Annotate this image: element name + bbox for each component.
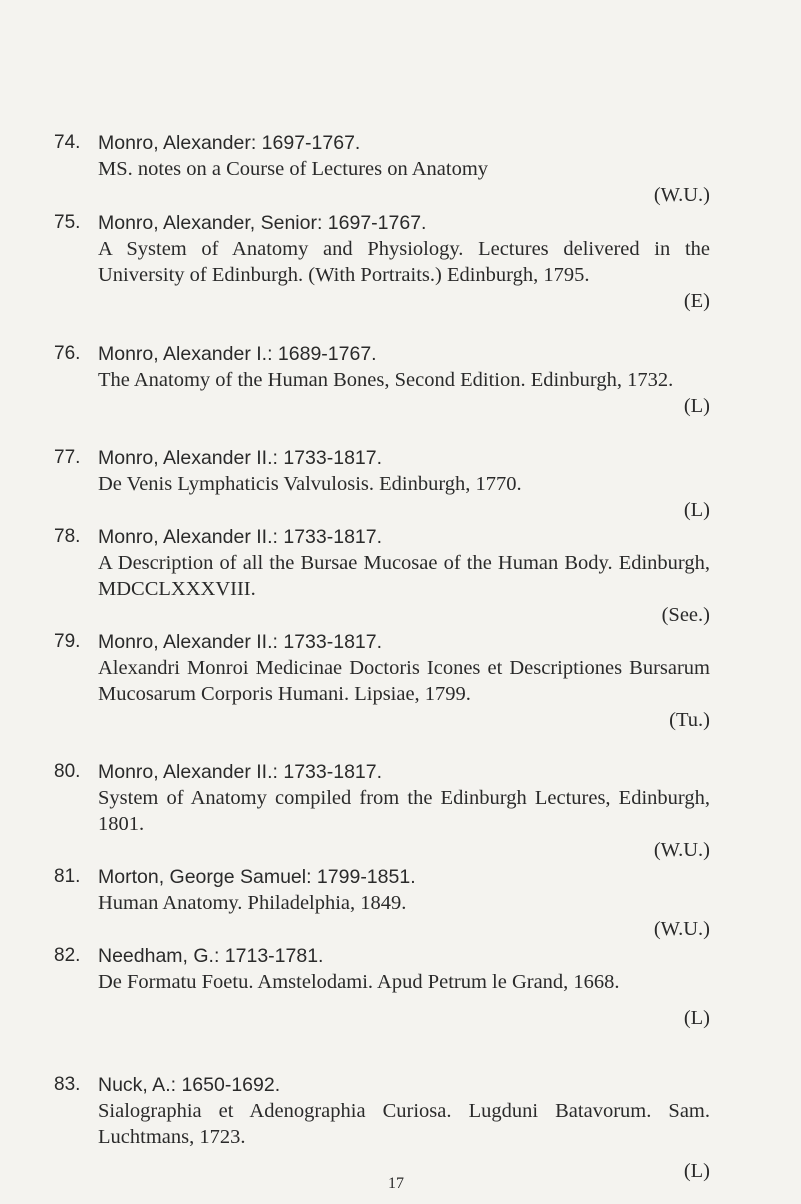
entry-location: (L) [683,1007,710,1029]
entry-77 [54,445,710,523]
entry-number: 83. [54,1074,81,1095]
entry-location: (L) [683,395,710,417]
entry-number: 75. [54,212,81,233]
entry-location: (W.U.) [653,839,710,861]
entry-title: De Formatu Foetu. Amstelodami. Apud Petrum le Grand, 1668. [98,971,620,993]
entry-title: System of Anatomy compiled from the Edinburgh Lectures, Edinburgh, 1801. [98,787,710,835]
entry-author: Monro, Alexander II.: 1733-1817. [98,526,383,548]
entry-number: 74. [54,132,81,153]
entry-title: Human Anatomy. Philadelphia, 1849. [98,892,407,914]
entry-location: (W.U.) [653,184,710,206]
entry-title: A System of Anatomy and Physiology. Lectures delivered in the University of Edinburgh. (With Portraits.) Edinburgh, 1795. [98,238,710,286]
entry-number: 77. [54,447,81,468]
entry-number: 78. [54,526,81,547]
entry-title: De Venis Lymphaticis Valvulosis. Edinburgh, 1770. [98,473,522,495]
entry-author: Monro, Alexander I.: 1689-1767. [98,343,377,365]
entry-author: Needham, G.: 1713-1781. [98,945,324,967]
entry-title: MS. notes on a Course of Lectures on Anatomy [98,158,489,180]
page-number: 17 [388,1175,404,1192]
entry-location: (E) [683,290,710,312]
entry-80 [54,759,710,863]
entry-number: 81. [54,866,81,887]
entry-81 [54,864,710,942]
entry-number: 76. [54,343,81,364]
entry-74 [54,130,710,208]
entry-author: Monro, Alexander: 1697-1767. [98,132,361,154]
entry-number: 79. [54,631,81,652]
entry-location: (Tu.) [669,709,710,731]
entry-author: Monro, Alexander II.: 1733-1817. [98,447,383,469]
entry-title: Alexandri Monroi Medicinae Doctoris Icones et Descriptiones Bursarum Mucosarum Corporis Humani. Lipsiae, 1799. [98,657,710,705]
entry-author: Monro, Alexander II.: 1733-1817. [98,761,383,783]
entry-number: 82. [54,945,81,966]
entry-title: A Description of all the Bursae Mucosae of the Human Body. Edinburgh, MDCCLXXXVIII. [98,552,710,600]
entry-location: (See.) [661,604,710,626]
entry-location: (W.U.) [653,918,710,940]
entry-author: Nuck, A.: 1650-1692. [98,1074,281,1096]
entry-location: (L) [683,1160,710,1182]
entry-83 [54,1072,710,1184]
entry-author: Morton, George Samuel: 1799-1851. [98,866,416,888]
entry-78 [54,524,710,628]
entry-title: Sialographia et Adenographia Curiosa. Lugduni Batavorum. Sam. Luchtmans, 1723. [98,1100,710,1148]
entry-75 [54,210,710,314]
entry-author: Monro, Alexander, Senior: 1697-1767. [98,212,427,234]
entry-title: The Anatomy of the Human Bones, Second Edition. Edinburgh, 1732. [98,369,674,391]
entry-76 [54,341,710,419]
entry-number: 80. [54,761,81,782]
entry-author: Monro, Alexander II.: 1733-1817. [98,631,383,653]
entry-location: (L) [683,499,710,521]
entry-82 [54,943,710,1031]
entry-79 [54,629,710,733]
